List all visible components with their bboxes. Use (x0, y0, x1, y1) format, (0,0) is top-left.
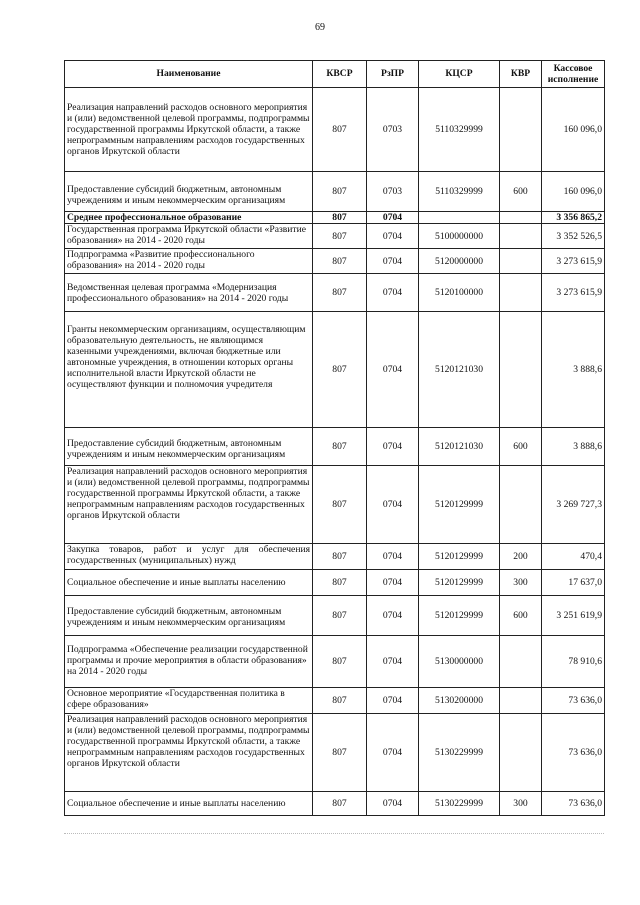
row-rzpr: 0704 (367, 544, 419, 570)
row-name: Реализация направлений расходов основного мероприятия и (или) ведомственной целевой программы, подпрограммы государственной программы Иркутской области, а также непрограммным направлениям расходов государственных органов Иркутской области (65, 88, 313, 172)
row-amount: 3 273 615,9 (542, 274, 605, 312)
row-amount: 470,4 (542, 544, 605, 570)
row-kvsr: 807 (313, 224, 367, 249)
table-row (65, 636, 605, 688)
row-kcsr: 5130000000 (419, 636, 500, 688)
row-rzpr: 0704 (367, 596, 419, 636)
row-kvsr: 807 (313, 249, 367, 274)
row-rzpr: 0704 (367, 428, 419, 466)
row-kvr: 600 (500, 596, 542, 636)
row-kvr: 600 (500, 428, 542, 466)
row-kvr (500, 688, 542, 714)
row-kvsr: 807 (313, 570, 367, 596)
row-amount: 3 269 727,3 (542, 466, 605, 544)
row-name: Предоставление субсидий бюджетным, автономным учреждениям и иным некоммерческим организациям (65, 172, 313, 212)
table-header-row (65, 61, 605, 88)
header-amount: Кассовое исполнение (542, 61, 605, 88)
row-rzpr: 0704 (367, 249, 419, 274)
table-row (65, 249, 605, 274)
row-name: Социальное обеспечение и иные выплаты населению (65, 792, 313, 816)
row-rzpr: 0704 (367, 312, 419, 428)
row-kcsr: 5120129999 (419, 544, 500, 570)
row-kvr (500, 636, 542, 688)
budget-execution-table (64, 60, 605, 816)
row-name: Реализация направлений расходов основного мероприятия и (или) ведомственной целевой программы, подпрограммы государственной программы Иркутской области, а также непрограммным направлениям расходов государственных органов Иркутской области (65, 714, 313, 792)
row-amount: 3 352 526,5 (542, 224, 605, 249)
row-kvr (500, 88, 542, 172)
table-row (65, 172, 605, 212)
row-kvsr: 807 (313, 212, 367, 224)
row-kvsr: 807 (313, 596, 367, 636)
row-kvr (500, 312, 542, 428)
row-kvr (500, 714, 542, 792)
row-kvsr: 807 (313, 792, 367, 816)
row-kvr (500, 249, 542, 274)
row-kvr (500, 466, 542, 544)
row-rzpr: 0704 (367, 714, 419, 792)
row-rzpr: 0704 (367, 224, 419, 249)
row-rzpr: 0704 (367, 466, 419, 544)
header-name: Наименование (65, 61, 313, 88)
row-rzpr: 0704 (367, 570, 419, 596)
row-kvr: 300 (500, 792, 542, 816)
row-kcsr: 5130229999 (419, 714, 500, 792)
row-rzpr: 0704 (367, 688, 419, 714)
row-kcsr: 5120100000 (419, 274, 500, 312)
row-kvsr: 807 (313, 88, 367, 172)
row-name: Основное мероприятие «Государственная политика в сфере образования» (65, 688, 313, 714)
row-kvr (500, 274, 542, 312)
row-amount: 3 251 619,9 (542, 596, 605, 636)
row-kvsr: 807 (313, 274, 367, 312)
row-name: Закупка товаров, работ и услуг для обеспечения государственных (муниципальных) нужд (65, 544, 313, 570)
row-kvsr: 807 (313, 636, 367, 688)
row-rzpr: 0704 (367, 792, 419, 816)
row-rzpr: 0704 (367, 274, 419, 312)
row-name: Гранты некоммерческим организациям, осуществляющим образовательную деятельность, не являющимся казенными учреждениями, включая бюджетные или автономные учреждения, в отношении которых органы исполнительной власти Иркутской области не осуществляют функции и полномочия учредителя (65, 312, 313, 428)
header-kcsr: КЦСР (419, 61, 500, 88)
table-row (65, 688, 605, 714)
row-amount: 3 888,6 (542, 312, 605, 428)
row-kcsr: 5110329999 (419, 172, 500, 212)
row-name: Среднее профессиональное образование (65, 212, 313, 224)
row-name: Подпрограмма «Обеспечение реализации государственной программы и прочие мероприятия в области образования» на 2014 - 2020 годы (65, 636, 313, 688)
page-number: 69 (315, 22, 325, 33)
row-amount: 160 096,0 (542, 88, 605, 172)
row-name: Подпрограмма «Развитие профессионального образования» на 2014 - 2020 годы (65, 249, 313, 274)
row-kvsr: 807 (313, 466, 367, 544)
row-kvsr: 807 (313, 428, 367, 466)
table-row (65, 212, 605, 224)
page-bottom-divider (64, 833, 604, 836)
row-name: Предоставление субсидий бюджетным, автономным учреждениям и иным некоммерческим организациям (65, 596, 313, 636)
row-name: Социальное обеспечение и иные выплаты населению (65, 570, 313, 596)
row-kcsr: 5120000000 (419, 249, 500, 274)
row-name: Ведомственная целевая программа «Модернизация профессионального образования» на 2014 - 2020 годы (65, 274, 313, 312)
row-kvr: 300 (500, 570, 542, 596)
row-amount: 3 356 865,2 (542, 212, 605, 224)
row-kvsr: 807 (313, 714, 367, 792)
row-amount: 78 910,6 (542, 636, 605, 688)
row-kcsr: 5130229999 (419, 792, 500, 816)
header-kvr: КВР (500, 61, 542, 88)
row-kvr (500, 224, 542, 249)
row-kcsr: 5120121030 (419, 428, 500, 466)
table-row (65, 312, 605, 428)
row-name: Реализация направлений расходов основного мероприятия и (или) ведомственной целевой программы, подпрограммы государственной программы Иркутской области, а также непрограммным направлениям расходов государственных органов Иркутской области (65, 466, 313, 544)
row-kvr: 600 (500, 172, 542, 212)
table-row (65, 596, 605, 636)
row-name: Предоставление субсидий бюджетным, автономным учреждениям и иным некоммерческим организациям (65, 428, 313, 466)
row-kvsr: 807 (313, 172, 367, 212)
header-rzpr: РзПР (367, 61, 419, 88)
row-amount: 73 636,0 (542, 792, 605, 816)
row-kcsr: 5120121030 (419, 312, 500, 428)
table-row (65, 224, 605, 249)
row-kcsr: 5130200000 (419, 688, 500, 714)
table-row (65, 466, 605, 544)
row-rzpr: 0704 (367, 636, 419, 688)
table-row (65, 714, 605, 792)
row-kcsr: 5120129999 (419, 570, 500, 596)
row-amount: 73 636,0 (542, 714, 605, 792)
row-name: Государственная программа Иркутской области «Развитие образования» на 2014 - 2020 годы (65, 224, 313, 249)
row-amount: 3 273 615,9 (542, 249, 605, 274)
table-row (65, 428, 605, 466)
row-kcsr: 5120129999 (419, 466, 500, 544)
row-kvr: 200 (500, 544, 542, 570)
table-row (65, 570, 605, 596)
row-amount: 17 637,0 (542, 570, 605, 596)
table-row (65, 792, 605, 816)
row-rzpr: 0703 (367, 172, 419, 212)
row-amount: 73 636,0 (542, 688, 605, 714)
table-row (65, 88, 605, 172)
row-kcsr (419, 212, 500, 224)
header-kvsr: КВСР (313, 61, 367, 88)
row-rzpr: 0704 (367, 212, 419, 224)
table-row (65, 274, 605, 312)
table-row (65, 544, 605, 570)
row-kvsr: 807 (313, 544, 367, 570)
row-amount: 3 888,6 (542, 428, 605, 466)
row-kvsr: 807 (313, 312, 367, 428)
row-kvr (500, 212, 542, 224)
row-kcsr: 5110329999 (419, 88, 500, 172)
row-kcsr: 5100000000 (419, 224, 500, 249)
row-rzpr: 0703 (367, 88, 419, 172)
row-kvsr: 807 (313, 688, 367, 714)
row-amount: 160 096,0 (542, 172, 605, 212)
row-kcsr: 5120129999 (419, 596, 500, 636)
